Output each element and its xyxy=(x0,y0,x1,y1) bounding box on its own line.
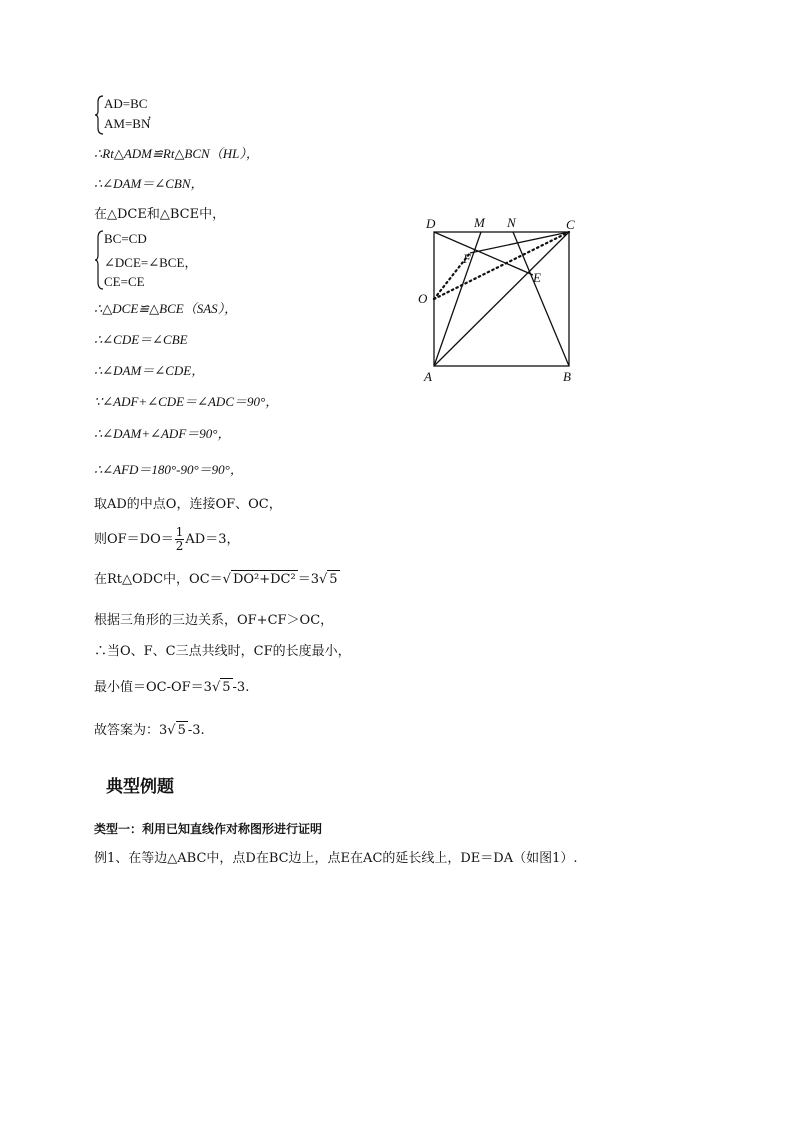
one-half-fraction xyxy=(175,526,185,553)
radical-icon: √ xyxy=(211,680,221,695)
triangle-inequality-line: 根据三角形的三边关系，OF+CF＞OC， xyxy=(94,613,334,628)
example-1-text: 例1、在等边△ABC中，点D在BC边上，点E在AC的延长线上，DE＝DA（如图1）. xyxy=(94,851,578,866)
min-suffix: -3. xyxy=(232,680,250,695)
angle-dam-adf-line: ∴∠DAM+∠ADF＝90°， xyxy=(94,426,231,441)
geometry-figure xyxy=(412,208,612,388)
system1-tail: , xyxy=(148,106,152,121)
radical-icon: √ xyxy=(167,723,176,738)
answer-prefix: 故答案为：3 xyxy=(94,723,168,738)
label-m: M xyxy=(474,215,485,230)
sqrt-five xyxy=(167,721,188,740)
radicand-five: 5 xyxy=(329,572,338,587)
collinear-line: ∴当O、F、C三点共线时，CF的长度最小， xyxy=(94,644,351,659)
sqrt-five xyxy=(319,570,340,589)
segment-bn xyxy=(513,232,569,366)
angle-afd-line: ∴∠AFD＝180°-90°＝90°， xyxy=(94,462,243,477)
congruence-sas-line: ∴△DCE≌△BCE（SAS）， xyxy=(94,301,238,316)
radical-icon: √ xyxy=(222,572,231,587)
of-do-prefix: 则OF＝DO＝ xyxy=(94,532,174,547)
oc-equals: ＝3 xyxy=(297,572,319,587)
angle-cde-cbe-line: ∴∠CDE＝∠CBE xyxy=(94,332,188,347)
system1-row1: AD=BC xyxy=(104,96,148,111)
label-a: A xyxy=(424,369,432,384)
radicand-five: 5 xyxy=(177,723,186,738)
oc-prefix: 在Rt△ODC中，OC＝ xyxy=(94,572,223,587)
fraction-numerator: 1 xyxy=(175,525,184,539)
system2-row2: ∠DCE=∠BCE， xyxy=(104,255,198,270)
dotted-oc xyxy=(434,232,569,299)
of-do-line xyxy=(94,526,240,553)
angle-dam-cbn-line: ∴∠DAM＝∠CBN， xyxy=(94,176,204,191)
answer-suffix: -3. xyxy=(187,723,205,738)
radical-icon: √ xyxy=(319,572,328,587)
sqrt-five xyxy=(212,678,233,697)
label-d: D xyxy=(426,216,436,231)
segment-de xyxy=(434,232,533,275)
label-o: O xyxy=(418,291,428,306)
radicand: DO²+DC² xyxy=(232,572,296,587)
congruence-hl-line: ∴Rt△ADM≌Rt△BCN（HL）， xyxy=(94,146,259,161)
segment-fc xyxy=(470,232,569,253)
midpoint-line: 取AD的中点O，连接OF、OC， xyxy=(94,497,282,512)
fraction-denominator: 2 xyxy=(175,539,184,553)
label-e: E xyxy=(533,270,541,285)
sqrt-expression xyxy=(223,570,298,589)
label-n: N xyxy=(507,215,516,230)
min-prefix: 最小值＝OC-OF＝3 xyxy=(94,680,212,695)
label-f: F xyxy=(463,251,471,266)
minimum-value-line xyxy=(94,678,249,697)
diagonal-ac xyxy=(434,232,569,366)
system2-row1: BC=CD xyxy=(104,231,147,246)
radicand-five: 5 xyxy=(222,680,231,695)
triangles-intro-line: 在△DCE和△BCE中， xyxy=(94,207,226,222)
section-heading: 典型例题 xyxy=(106,777,174,797)
system2-row3: CE=CE xyxy=(104,274,145,289)
label-c: C xyxy=(566,217,575,232)
answer-line xyxy=(94,721,205,740)
system1-row2: AM=BN xyxy=(104,116,151,131)
of-do-suffix: AD＝3， xyxy=(185,532,240,547)
angle-sum-line: ∵∠ADF+∠CDE＝∠ADC＝90°， xyxy=(94,394,279,409)
type-title: 类型一：利用已知直线作对称图形进行证明 xyxy=(94,822,323,836)
oc-length-line xyxy=(94,570,340,589)
angle-dam-cde-line: ∴∠DAM＝∠CDE， xyxy=(94,363,205,378)
label-b: B xyxy=(563,369,571,384)
